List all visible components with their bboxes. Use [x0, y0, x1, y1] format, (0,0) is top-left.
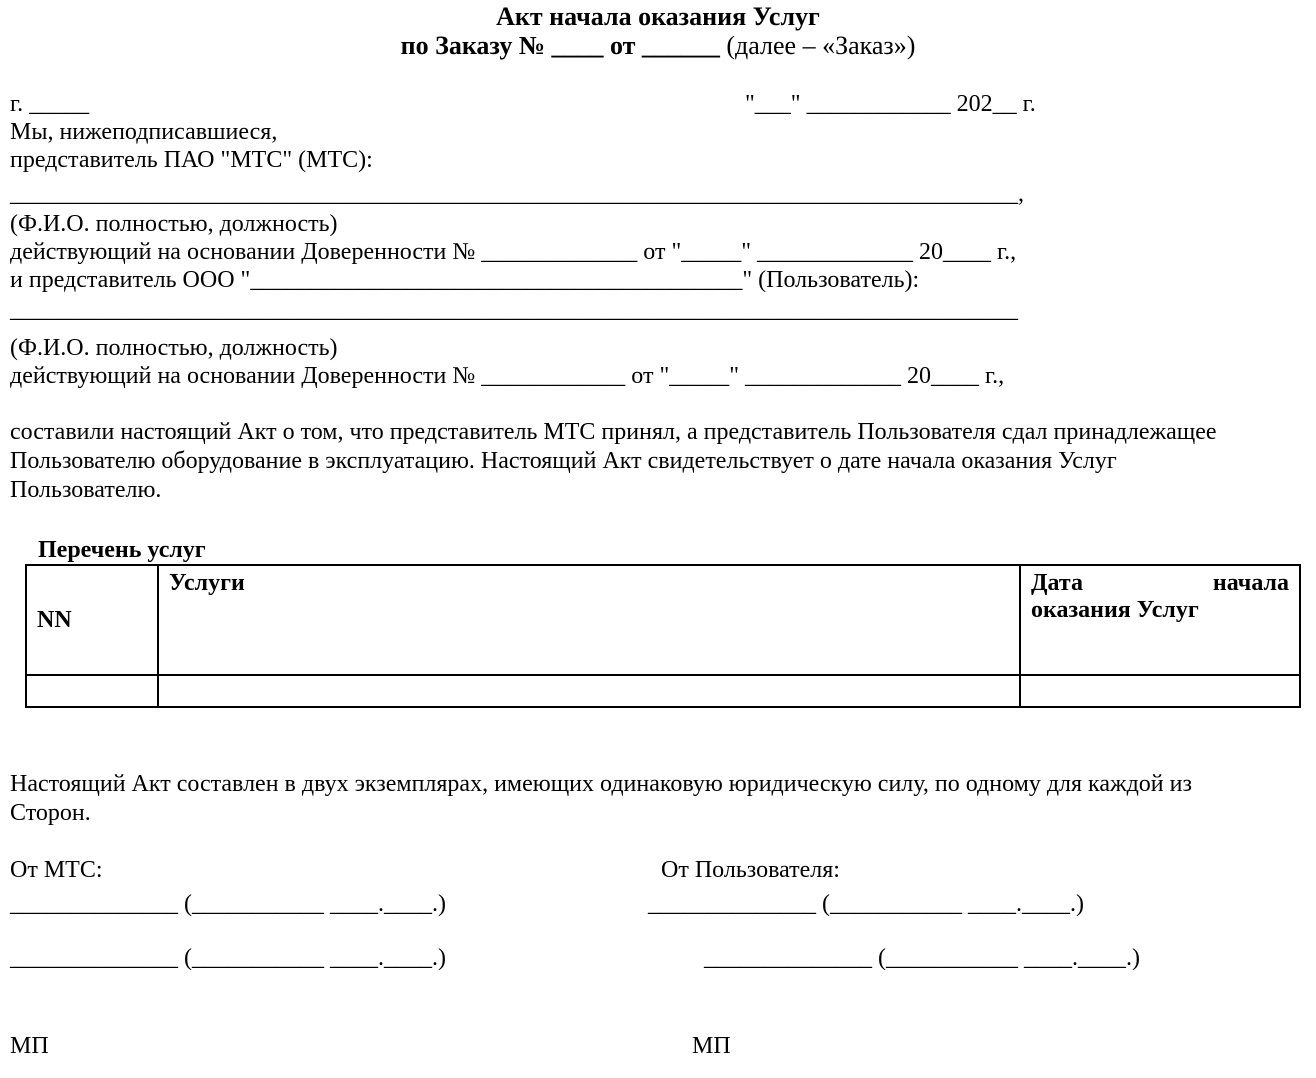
- empty-cell-service: [158, 675, 1020, 707]
- services-table-caption: Перечень услуг: [38, 537, 206, 563]
- header-cell-nn: NN: [26, 565, 158, 675]
- signature-line-user-1: ______________ (___________ ____.____.): [648, 891, 1084, 917]
- attorney-line-1: действующий на основании Доверенности № _____________ от "_____" _____________ 20____ г.,: [10, 239, 1017, 265]
- header-cell-start-date: [1020, 565, 1300, 675]
- document-title: Акт начала оказания Услуг: [496, 2, 820, 31]
- start-date-header-line1: [1031, 570, 1289, 597]
- services-table-empty-row: [26, 675, 1300, 707]
- fio-blank-line-1: ____________________________________________________________________________________,: [10, 181, 1024, 207]
- header-cell-services: Услуги: [158, 565, 1020, 675]
- signature-line-mts-1: ______________ (___________ ____.____.): [10, 891, 446, 917]
- document-subtitle: [0, 31, 1316, 61]
- fio-caption-2: (Ф.И.О. полностью, должность): [10, 335, 338, 361]
- services-table-header-row: [26, 565, 1300, 675]
- date-blank-line: "___" ____________ 202__ г.: [745, 91, 1036, 117]
- stamp-place-mts: МП: [10, 1033, 49, 1059]
- empty-cell-start-date: [1020, 675, 1300, 707]
- signature-heading-mts: От МТС:: [10, 857, 103, 883]
- we-undersigned-line: Мы, нижеподписавшиеся,: [10, 119, 278, 145]
- empty-cell-nn: [26, 675, 158, 707]
- fio-blank-line-2: ____________________________________________________________________________________: [10, 297, 1018, 323]
- act-statement-paragraph: составили настоящий Акт о том, что представитель МТС принял, а представитель Пользователя сдал принадлежащее Пользователю оборудование в эксплуатацию. Настоящий Акт свидетельствует о дате начала оказания Услуг Пользователю.: [10, 419, 1217, 503]
- subtitle-order-number-part: по Заказу № ____ от ______: [400, 31, 720, 60]
- signature-line-mts-2: ______________ (___________ ____.____.): [10, 945, 446, 971]
- signature-line-user-2: ______________ (___________ ____.____.): [704, 945, 1140, 971]
- start-date-header-line2: оказания Услуг: [1031, 597, 1199, 623]
- attorney-line-2: действующий на основании Доверенности № ____________ от "_____" _____________ 20____ г.,: [10, 363, 1005, 389]
- services-table: [25, 564, 1301, 708]
- city-blank-line: г. _____: [10, 91, 90, 117]
- copies-paragraph: Настоящий Акт составлен в двух экземплярах, имеющих одинаковую юридическую силу, по одному для каждой из Сторон.: [10, 771, 1192, 826]
- signature-heading-user: От Пользователя:: [661, 857, 840, 883]
- subtitle-parenthetical: (далее – «Заказ»): [719, 31, 916, 60]
- fio-caption-1: (Ф.И.О. полностью, должность): [10, 211, 338, 237]
- start-date-header-word2: начала: [1212, 570, 1289, 596]
- mts-representative-line: представитель ПАО "МТС" (МТС):: [10, 147, 373, 173]
- start-date-header-word1: Дата: [1031, 570, 1083, 596]
- stamp-place-user: МП: [692, 1033, 731, 1059]
- user-representative-line: и представитель ООО "_________________________________________" (Пользователь):: [10, 267, 920, 293]
